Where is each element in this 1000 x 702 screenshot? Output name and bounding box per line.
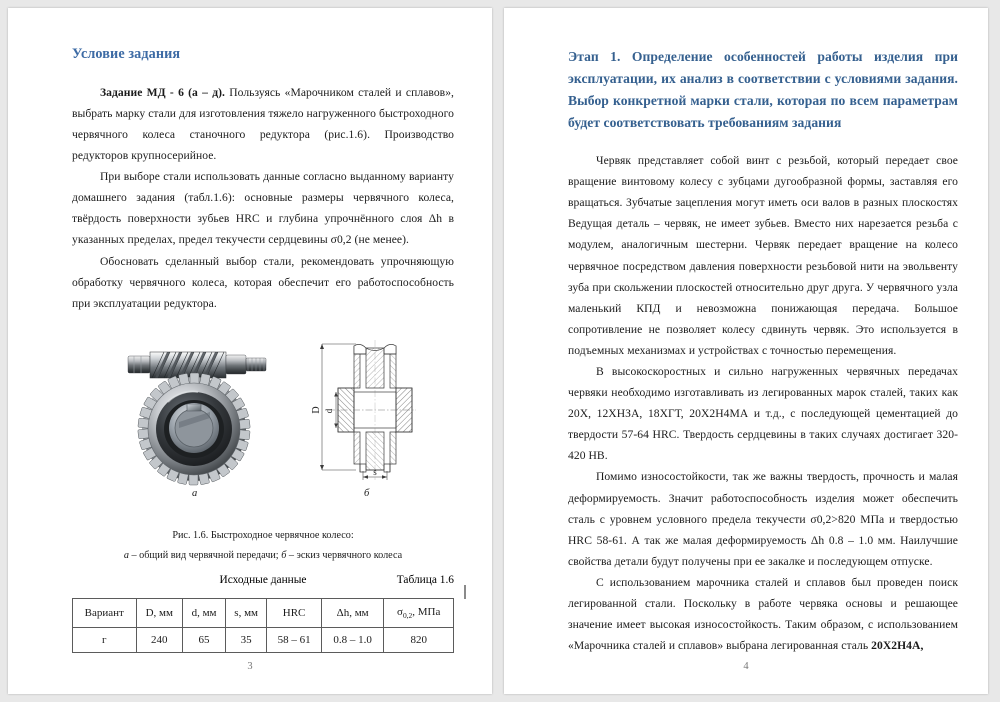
sigma-units: , МПа [412, 605, 441, 618]
table-col-variant: Вариант [73, 598, 137, 627]
figure-sublabel-b: б [364, 487, 370, 499]
figure-caption-text-a: – общий вид червячной передачи; [128, 549, 282, 561]
paragraph-justification: Обосновать сделанный выбор стали, рекомендовать упрочняющую обработку червячного колеса, которая обеспечит его работоспособность при эксплуатации редуктора. [72, 254, 454, 310]
paragraph-task-statement-text: Пользуясь «Марочником сталей и сплавов», выбрать марку стали для изготовления тяжело нагруженного быстроходного червячного колеса станочного редуктора (рис.1.6). Производство редукторов крупносерийное. [72, 85, 454, 163]
paragraph-worm-description: Червяк представляет собой винт с резьбой, который передает свое вращение винтовому колесу с зубцами дугообразной формы, заставляя его вращаться. Зубчатые зацепления могут иметь оси валов в разных плоскостях Ведущая деталь – червяк, не имеет зубьев. Вместо них нарезается резьба с модулем, аналогичным шестерни. Червяк передает вращение на колесо червячное посредством давления поверхности резьбовой нити на эвольвенту зуба при скольжении плоскостей относительно друг друга. У червячного узла маленький КПД и невозможна понижающая передача. Большое сопротивление не позволяет колесу сдвинуть червяк. Это используется в подъемных механизмах и устройствах с точностью перемещения. [568, 154, 958, 357]
table-row[interactable] [73, 627, 454, 652]
table-col-sigma [384, 598, 454, 627]
text-caret [464, 585, 466, 599]
worm-gear-photo [124, 340, 272, 488]
stage-heading: Этап 1. Определение особенностей работы изделия при эксплуатации, их анализ в соответствии с условиями задания. Выбор конкретной марки стали, которая по всем параметрам будет соответствовать требованиям задания [568, 49, 958, 131]
figure-1-6 [72, 340, 454, 522]
figure-sublabel-a: а [192, 487, 198, 499]
cell-variant: г [73, 627, 137, 652]
selected-steel-grade: 20Х2Н4А, [871, 639, 924, 653]
initial-data-table[interactable] [72, 598, 454, 653]
page-title: Условие задания [72, 46, 181, 62]
figure-caption-line-2 [72, 546, 454, 566]
figure-caption-text-b: – эскиз червячного колеса [286, 549, 403, 561]
document-page-4[interactable] [504, 8, 988, 694]
dimension-label-s: s [373, 466, 377, 477]
sigma-symbol: σ [397, 605, 403, 618]
page-3-content [72, 46, 454, 653]
paragraph-task-statement [72, 82, 454, 166]
table-col-s: s, мм [226, 598, 267, 627]
table-col-D: D, мм [136, 598, 183, 627]
paragraph-steel-selection [568, 572, 958, 656]
dimension-label-d: d [324, 408, 334, 414]
dimension-label-D: D [311, 406, 322, 414]
task-label: Задание МД - 6 (а – д). [100, 85, 225, 99]
table-col-delta-h: Δh, мм [321, 598, 384, 627]
cell-D: 240 [136, 627, 183, 652]
worm-wheel-section-drawing [308, 340, 426, 488]
sigma-subscript: 0,2 [402, 610, 413, 620]
paragraph-alloy-steels: В высокоскоростных и сильно нагруженных червячных передачах червяки необходимо изготавливать из легированных марок сталей, таких как 20Х, 12ХНЗА, 18ХГТ, 20Х2Н4МА и т.д., с последующей цементацией до твердости 57-64 HRC. Твердость сердцевины в таких случаях достигает 320-420 НВ. [568, 365, 958, 463]
table-header-row [72, 574, 454, 594]
table-col-d: d, мм [183, 598, 226, 627]
cell-delta-h: 0.8 – 1.0 [321, 627, 384, 652]
worm-wheel-teeth [138, 373, 250, 485]
table-head-row [73, 598, 454, 627]
paragraph-steel-selection-text: С использованием марочника сталей и сплавов был проведен поиск легированной стали. Поскольку в работе червяка основы и решающее значение имеет высокая износостойкость. Таким образом, с использованием «Марочника сталей и сплавов» выбрана легированная сталь [568, 575, 958, 653]
page-number-left: 3 [247, 661, 253, 672]
paragraph-data-selection: При выборе стали использовать данные согласно выданному варианту домашнего задания (табл.1.6): основные размеры червячного колеса, твёрдость поверхности зубьев HRC и глубина упрочнённого слоя Δh в указанных пределах, предел текучести сердцевины σ0,2 (не менее). [72, 170, 454, 247]
paragraph-properties: Помимо износостойкости, так же важны твердость, прочность и малая деформируемость. Значит работоспособность изделия может обеспечить сталь с уровнем условного предела текучести σ0,2>820 МПа и твердостью HRC 58-61. А так же малая деформируемость Δh 0.8 – 1.0 мм. Наилучшие свойства детали будут получены при ее закалке и последующем отпуске. [568, 470, 958, 568]
figure-caption-key-b: б [281, 549, 287, 561]
page-4-content [568, 46, 958, 656]
document-page-3[interactable] [8, 8, 492, 694]
figure-caption-line-1: Рис. 1.6. Быстроходное червячное колесо: [172, 529, 354, 541]
table-number: Таблица 1.6 [396, 573, 454, 586]
cell-hrc: 58 – 61 [267, 627, 322, 652]
table-title: Исходные данные [219, 573, 307, 586]
figure-caption [72, 526, 454, 566]
cell-d: 65 [183, 627, 226, 652]
cell-s: 35 [226, 627, 267, 652]
cell-sigma: 820 [384, 627, 454, 652]
page-number-right: 4 [743, 661, 749, 672]
table-col-hrc: HRC [267, 598, 322, 627]
figure-caption-key-a: а [123, 549, 129, 561]
